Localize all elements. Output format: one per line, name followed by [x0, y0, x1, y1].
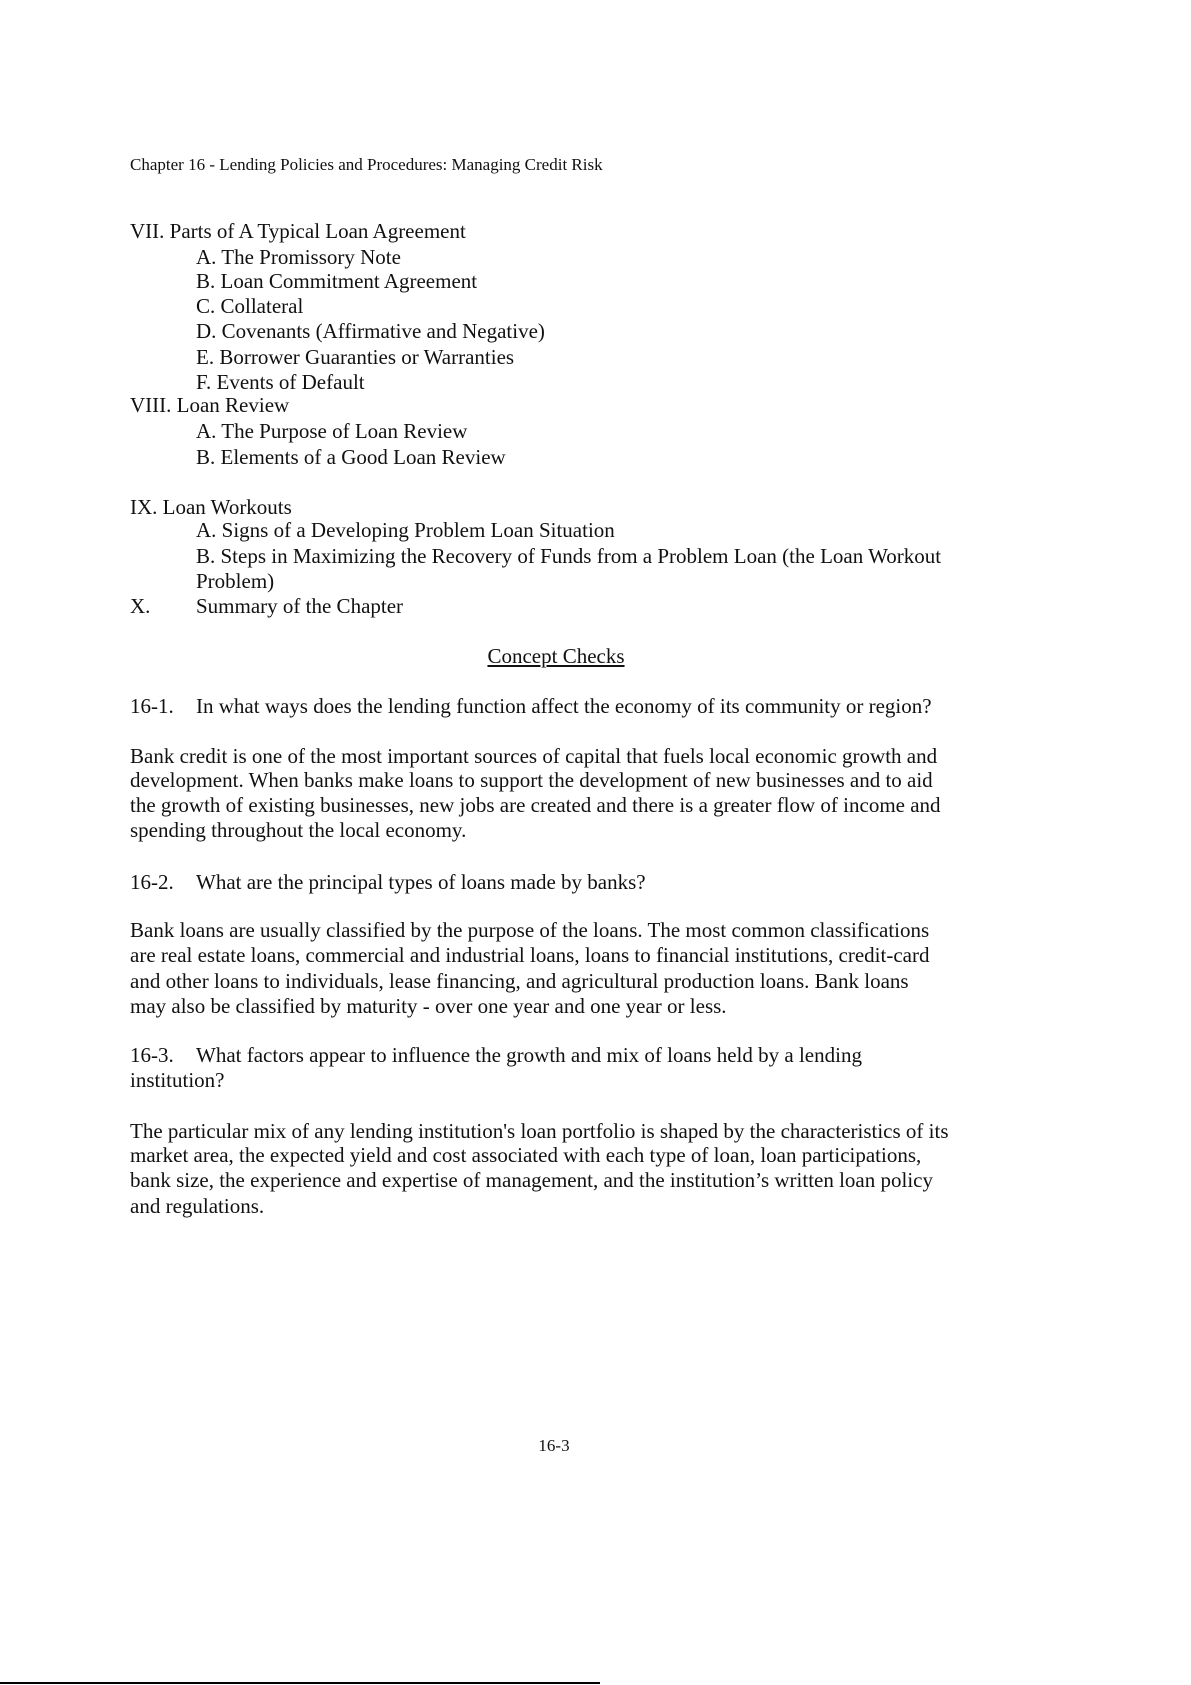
outline-item: VII. Parts of A Typical Loan Agreement: [130, 219, 466, 243]
outline-item: E. Borrower Guaranties or Warranties: [196, 345, 515, 369]
answer-line: and other loans to individuals, lease financing, and agricultural production loans. Bank loans: [130, 969, 909, 993]
running-header: Chapter 16 - Lending Policies and Procedures: Managing Credit Risk: [130, 155, 603, 174]
question-number: 16-1.: [130, 694, 174, 718]
outline-item: F. Events of Default: [196, 370, 365, 394]
answer-line: development. When banks make loans to support the development of new businesses and to aid: [130, 768, 933, 792]
outline-item: X.: [130, 594, 151, 618]
answer-line: spending throughout the local economy.: [130, 818, 467, 842]
answer-line: bank size, the experience and expertise of management, and the institution’s written loan policy: [130, 1168, 933, 1192]
page-number: 16-3: [538, 1436, 570, 1455]
answer-line: Bank loans are usually classified by the purpose of the loans. The most common classifications: [130, 918, 930, 942]
outline-item: B. Elements of a Good Loan Review: [196, 445, 506, 469]
question-text: institution?: [130, 1068, 225, 1092]
outline-item: Problem): [196, 569, 275, 593]
answer-line: market area, the expected yield and cost associated with each type of loan, loan participations,: [130, 1143, 922, 1167]
question-text: What are the principal types of loans made by banks?: [196, 870, 646, 894]
outline-item: A. The Promissory Note: [196, 245, 401, 269]
question-number: 16-2.: [130, 870, 174, 894]
outline-item: B. Steps in Maximizing the Recovery of Funds from a Problem Loan (the Loan Workout: [196, 544, 942, 568]
answer-line: The particular mix of any lending institution's loan portfolio is shaped by the characteristics of its: [130, 1119, 949, 1143]
outline-item: A. The Purpose of Loan Review: [196, 419, 468, 443]
question-number: 16-3.: [130, 1043, 174, 1067]
outline-item: A. Signs of a Developing Problem Loan Situation: [196, 518, 615, 542]
answer-line: are real estate loans, commercial and industrial loans, loans to financial institutions, credit-card: [130, 943, 930, 967]
answer-line: may also be classified by maturity - over one year and one year or less.: [130, 994, 727, 1018]
outline-item: VIII. Loan Review: [130, 393, 290, 417]
answer-line: the growth of existing businesses, new jobs are created and there is a greater flow of income and: [130, 793, 941, 817]
question-text: What factors appear to influence the growth and mix of loans held by a lending: [196, 1043, 862, 1067]
outline-item: IX. Loan Workouts: [130, 495, 292, 519]
outline-item: D. Covenants (Affirmative and Negative): [196, 319, 545, 343]
page-bottom-rule: [0, 1682, 600, 1684]
answer-line: and regulations.: [130, 1194, 265, 1218]
question-text: In what ways does the lending function affect the economy of its community or region?: [196, 694, 932, 718]
outline-item: Summary of the Chapter: [196, 594, 404, 618]
outline-item: C. Collateral: [196, 294, 304, 318]
section-title: Concept Checks: [487, 644, 625, 668]
outline-item: B. Loan Commitment Agreement: [196, 269, 478, 293]
answer-line: Bank credit is one of the most important sources of capital that fuels local economic growth and: [130, 744, 938, 768]
